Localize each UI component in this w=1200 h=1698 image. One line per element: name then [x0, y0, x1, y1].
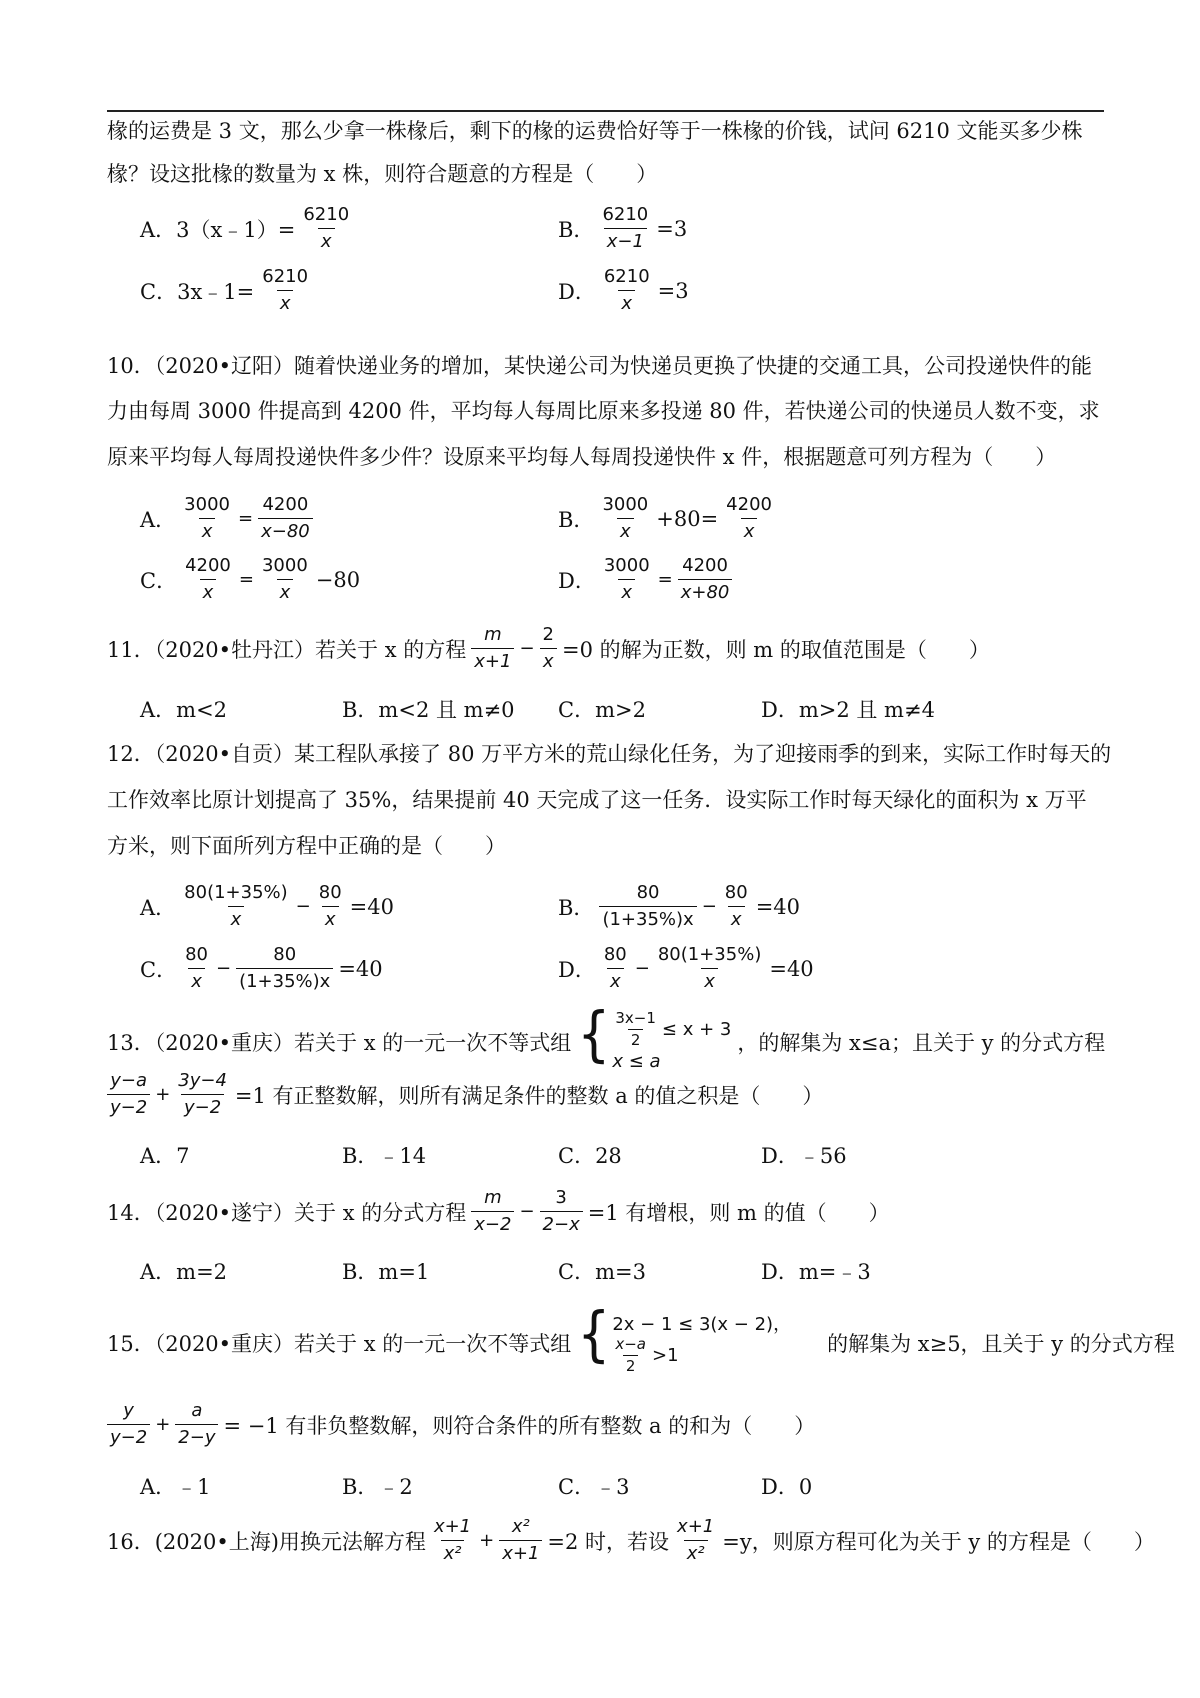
q15-inequality-system: { 2x − 1 ≤ 3(x − 2)， $\frac{x-a}{2}$ >1 — [577, 1300, 792, 1375]
q15-option-a: A．﹣1 — [140, 1475, 211, 1499]
q10-option-b: B． $\frac{3000}{x}$ +80= $\frac{4200}{x}$ — [558, 494, 772, 542]
q12-option-c: C． $\frac{80}{x}$ − $\frac{80}{(1+35\%)x}$ =40 — [140, 944, 383, 992]
q14-option-a: A．m=2 — [140, 1260, 228, 1284]
q14-option-c: C．m=3 — [558, 1260, 646, 1284]
q15-stem-line-2: $\frac{y}{y-2}$ + $\frac{a}{2-y}$ = −1 有非负整数解，则符合条件的所有整数 a 的和为（ ） — [107, 1400, 815, 1449]
q13-inequality-system: { $\frac{3x-1}{2}$ ≤ x + 3 x ≤ a — [577, 1000, 732, 1072]
q11-option-c: C．m>2 — [558, 698, 646, 722]
q12-option-a: A． $\frac{80(1+35\%)}{x}$ − $\frac{80}{x}$ =40 — [140, 882, 394, 930]
q14-option-b: B．m=1 — [342, 1260, 430, 1284]
q12-text-line-1: 12．（2020•自贡）某工程队承接了 80 万平方米的荒山绿化任务，为了迎接雨季的到来，实际工作时每天的 — [107, 742, 1112, 766]
q16-stem: 16．(2020•上海)用换元法解方程 $\frac{x+1}{\text{x²}}$ + $\frac{\text{x²}}{x+1}$ =2 时，若设 $\frac{x+1}{\text{x²}}$ =y，则原方程可化为关于 y 的方程是（ ） — [107, 1516, 1155, 1564]
q9-text-line-1: 椽的运费是 3 文，那么少拿一株椽后，剩下的椽的运费恰好等于一株椽的价钱，试问 6210 文能买多少株 — [107, 119, 1083, 143]
q13-stem: 13．（2020•重庆）若关于 x 的一元一次不等式组 { $\frac{3x-1}{2}$ ≤ x + 3 x ≤ a ，的解集为 x≤a；且关于 y 的分式方程 — [107, 1000, 1106, 1072]
q12-text-line-2: 工作效率比原计划提高了 35%，结果提前 40 天完成了这一任务．设实际工作时每天绿化的面积为 x 万平 — [107, 788, 1087, 812]
q15-option-c: C．﹣3 — [558, 1475, 630, 1499]
q10-option-c: C． $\frac{4200}{x}$ = $\frac{3000}{x}$ −80 — [140, 555, 361, 603]
q15-option-d: D．0 — [761, 1475, 813, 1499]
q9-option-d: D． $\frac{6210}{x}$ =3 — [558, 266, 689, 314]
q13-option-a: A．7 — [140, 1144, 190, 1168]
q9-option-b: B． $\frac{6210}{x-1}$ =3 — [558, 204, 688, 252]
q14-option-d: D．m=﹣3 — [761, 1260, 871, 1284]
q13-stem-line-2: $\frac{y-a}{y-2}$ + $\frac{3y-4}{y-2}$ =1 有正整数解，则所有满足条件的整数 a 的值之积是（ ） — [107, 1070, 823, 1119]
q10-text-line-3: 原来平均每人每周投递快件多少件？设原来平均每人每周投递快件 x 件，根据题意可列方程为（ ） — [107, 445, 1057, 469]
q12-option-d: D． $\frac{80}{x}$ − $\frac{80(1+35\%)}{x}$ =40 — [558, 944, 814, 992]
q14-stem: 14．（2020•遂宁）关于 x 的分式方程 $\frac{m}{x-2}$ − $\frac{3}{2-x}$ =1 有增根，则 m 的值（ ） — [107, 1187, 890, 1235]
q10-option-d: D． $\frac{3000}{x}$ = $\frac{4200}{x+80}$ — [558, 555, 737, 604]
q10-text-line-2: 力由每周 3000 件提高到 4200 件，平均每人每周比原来多投递 80 件，若快递公司的快递员人数不变，求 — [107, 399, 1100, 423]
q13-option-c: C．28 — [558, 1144, 622, 1168]
q11-option-a: A．m<2 — [140, 698, 228, 722]
q12-option-b: B． $\frac{80}{(1+35\%)x}$ − $\frac{80}{x}$ =40 — [558, 882, 801, 930]
q9-option-a: A． 3（x﹣1）= $\frac{6210}{x}$ — [140, 204, 350, 252]
q11-option-b: B．m<2 且 m≠0 — [342, 698, 515, 722]
q10-option-a: A． $\frac{3000}{x}$ = $\frac{4200}{x-80}$ — [140, 494, 318, 543]
q12-text-line-3: 方米，则下面所列方程中正确的是（ ） — [107, 834, 506, 858]
q13-option-d: D．﹣56 — [761, 1144, 847, 1168]
q10-text-line-1: 10．（2020•辽阳）随着快递业务的增加，某快递公司为快递员更换了快捷的交通工具，公司投递快件的能 — [107, 354, 1093, 378]
q11-stem: 11．（2020•牡丹江）若关于 x 的方程 $\frac{m}{x+1}$ − $\frac{2}{x}$ =0 的解为正数，则 m 的取值范围是（ ） — [107, 624, 990, 672]
q9-text-line-2: 椽？设这批椽的数量为 x 株，则符合题意的方程是（ ） — [107, 162, 658, 186]
q15-stem: 15．（2020•重庆）若关于 x 的一元一次不等式组 { 2x − 1 ≤ 3(x − 2)， $\frac{x-a}{2}$ >1 的解集为 x≥5，且关于 y 的分式方程 — [107, 1300, 1175, 1375]
q13-option-b: B．﹣14 — [342, 1144, 427, 1168]
q15-option-b: B．﹣2 — [342, 1475, 413, 1499]
q9-option-c: C． 3x﹣1= $\frac{6210}{x}$ — [140, 266, 309, 314]
header-rule — [107, 110, 1104, 112]
q11-option-d: D．m>2 且 m≠4 — [761, 698, 935, 722]
